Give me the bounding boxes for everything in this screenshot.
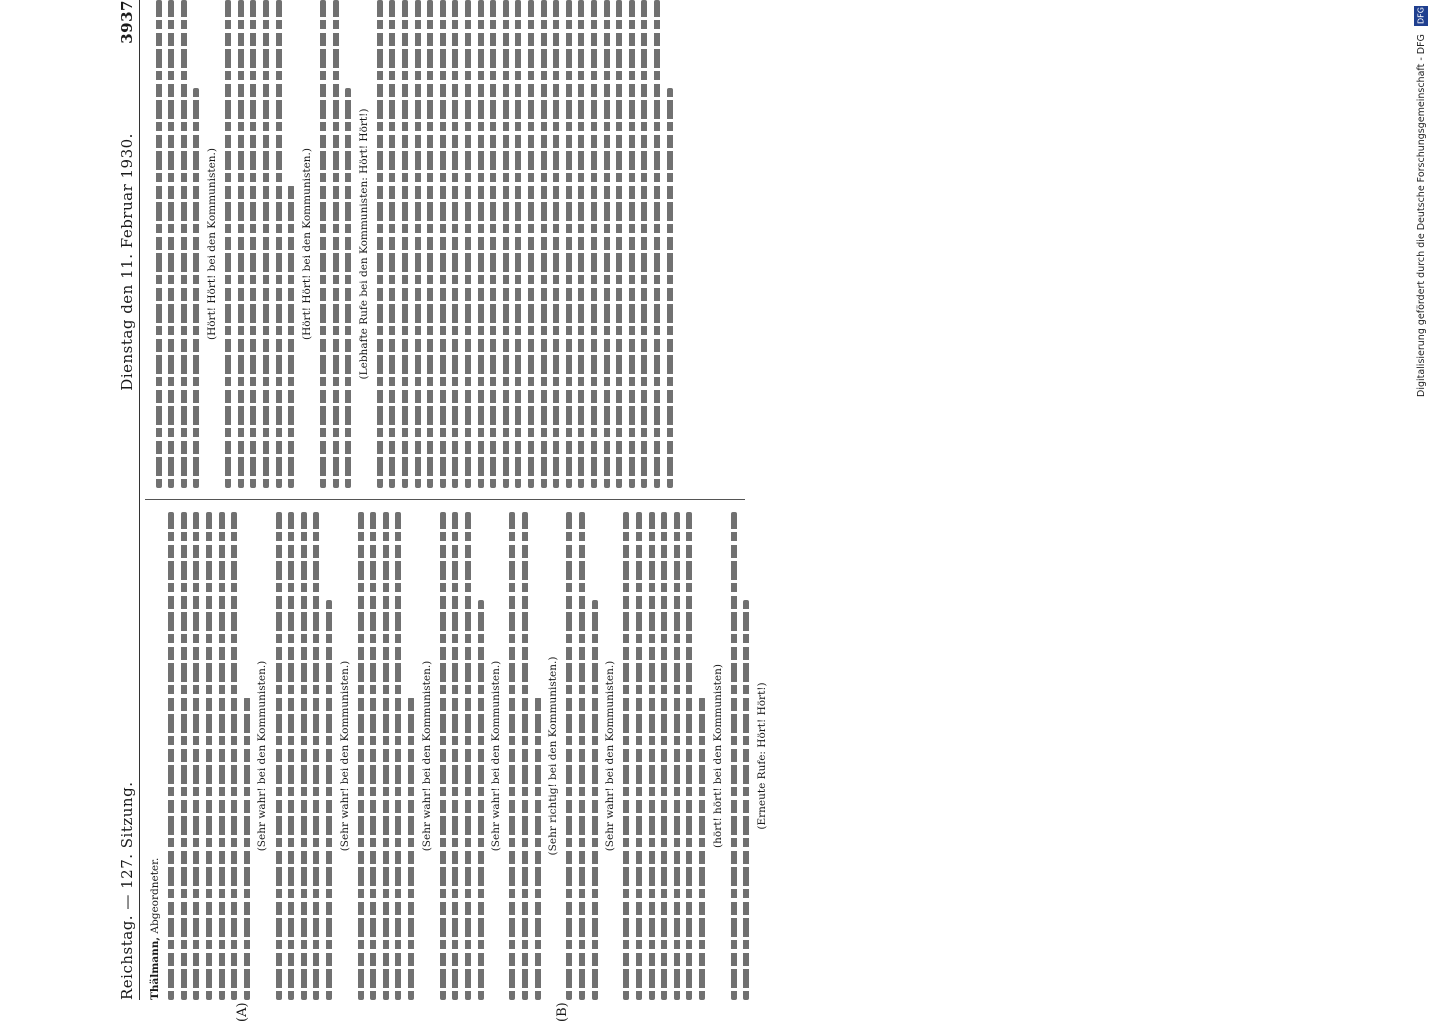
text-line — [313, 512, 319, 1000]
text-line — [566, 0, 572, 488]
text-line — [528, 0, 534, 488]
text-line — [623, 512, 629, 1000]
text-line — [219, 512, 225, 1000]
speaker-name: Thälmann, — [149, 936, 161, 1000]
margin-marker-a: (A) — [235, 1002, 250, 1022]
text-line — [168, 512, 174, 1000]
text-line — [686, 512, 692, 1000]
text-line — [509, 512, 515, 1000]
text-line — [181, 0, 187, 488]
interjection: (Sehr wahr! bei den Kommunisten.) — [256, 660, 269, 852]
text-line — [452, 512, 458, 1000]
text-line — [616, 0, 622, 488]
text-line — [541, 0, 547, 488]
text-line — [667, 88, 673, 488]
speaker-line — [149, 512, 162, 1000]
text-line — [661, 512, 667, 1000]
interjection: (Hört! Hört! bei den Kommunisten.) — [300, 148, 313, 341]
text-line — [238, 0, 244, 488]
text-line — [395, 512, 401, 1000]
text-line — [641, 0, 647, 488]
text-line — [225, 0, 231, 488]
text-line — [389, 0, 395, 488]
text-line — [244, 697, 250, 1000]
text-line — [579, 512, 585, 1000]
text-line — [503, 0, 509, 488]
interjection: (Sehr wahr! bei den Kommunisten.) — [604, 660, 617, 852]
text-line — [478, 0, 484, 488]
text-line — [193, 88, 199, 488]
text-line — [288, 185, 294, 488]
text-line — [383, 512, 389, 1000]
text-line — [440, 0, 446, 488]
text-line — [731, 512, 737, 1000]
text-line — [592, 600, 598, 1000]
text-line — [206, 512, 212, 1000]
text-line — [326, 600, 332, 1000]
speaker-role: Abgeordneter. — [149, 857, 161, 934]
text-line — [654, 0, 660, 488]
text-line — [535, 697, 541, 1000]
text-column-left — [149, 512, 768, 1000]
text-line — [522, 512, 528, 1000]
interjection: (Sehr wahr! bei den Kommunisten.) — [338, 660, 351, 852]
text-line — [591, 0, 597, 488]
text-line — [427, 0, 433, 488]
running-head — [115, 0, 140, 1000]
running-head-left: Reichstag. — 127. Sitzung. — [118, 781, 136, 1000]
text-line — [276, 512, 282, 1000]
interjection: (Erneute Rufe: Hört! Hört!) — [755, 682, 768, 830]
text-line — [515, 0, 521, 488]
text-line — [699, 697, 705, 1000]
margin-marker-b: (B) — [555, 1002, 570, 1022]
newspaper-page — [115, 0, 768, 1022]
page-number: 3937 — [118, 0, 136, 44]
text-line — [402, 0, 408, 488]
interjection: (Sehr wahr! bei den Kommunisten.) — [420, 660, 433, 852]
text-line — [604, 0, 610, 488]
text-line — [440, 512, 446, 1000]
text-line — [743, 600, 749, 1000]
text-line — [358, 512, 364, 1000]
interjection: (Hört! Hört! bei den Kommunisten.) — [205, 148, 218, 341]
column-rule — [145, 499, 745, 500]
text-line — [263, 0, 269, 488]
text-line — [553, 0, 559, 488]
interjection: (Sehr wahr! bei den Kommunisten.) — [490, 660, 503, 852]
text-line — [478, 600, 484, 1000]
interjection: (hört! hört! bei den Kommunisten) — [711, 664, 724, 848]
digitization-credit: Digitalisierung gefördert durch die Deutsche Forschungsgemeinschaft - DFG — [1416, 34, 1427, 397]
text-line — [566, 512, 572, 1000]
interjection: (Lebhafte Rufe bei den Kommunisten: Hört! Hört!) — [357, 108, 370, 380]
text-line — [345, 88, 351, 488]
interjection: (Sehr richtig! bei den Kommunisten.) — [547, 656, 560, 856]
text-line — [288, 512, 294, 1000]
text-line — [301, 512, 307, 1000]
text-line — [578, 0, 584, 488]
text-line — [629, 0, 635, 488]
text-line — [452, 0, 458, 488]
text-line — [276, 0, 282, 488]
text-line — [465, 512, 471, 1000]
text-line — [415, 0, 421, 488]
text-line — [193, 512, 199, 1000]
text-line — [370, 512, 376, 1000]
text-line — [181, 512, 187, 1000]
text-line — [490, 0, 496, 488]
text-line — [465, 0, 471, 488]
text-column-right — [149, 0, 749, 488]
text-line — [250, 0, 256, 488]
text-line — [156, 0, 162, 488]
dfg-logo: DFG — [1414, 6, 1428, 26]
text-line — [320, 0, 326, 488]
text-line — [674, 512, 680, 1000]
text-line — [377, 0, 383, 488]
text-line — [168, 0, 174, 488]
text-line — [333, 0, 339, 488]
text-line — [408, 697, 414, 1000]
text-line — [649, 512, 655, 1000]
running-head-date: Dienstag den 11. Februar 1930. — [118, 133, 136, 391]
text-line — [231, 512, 237, 1000]
text-line — [636, 512, 642, 1000]
